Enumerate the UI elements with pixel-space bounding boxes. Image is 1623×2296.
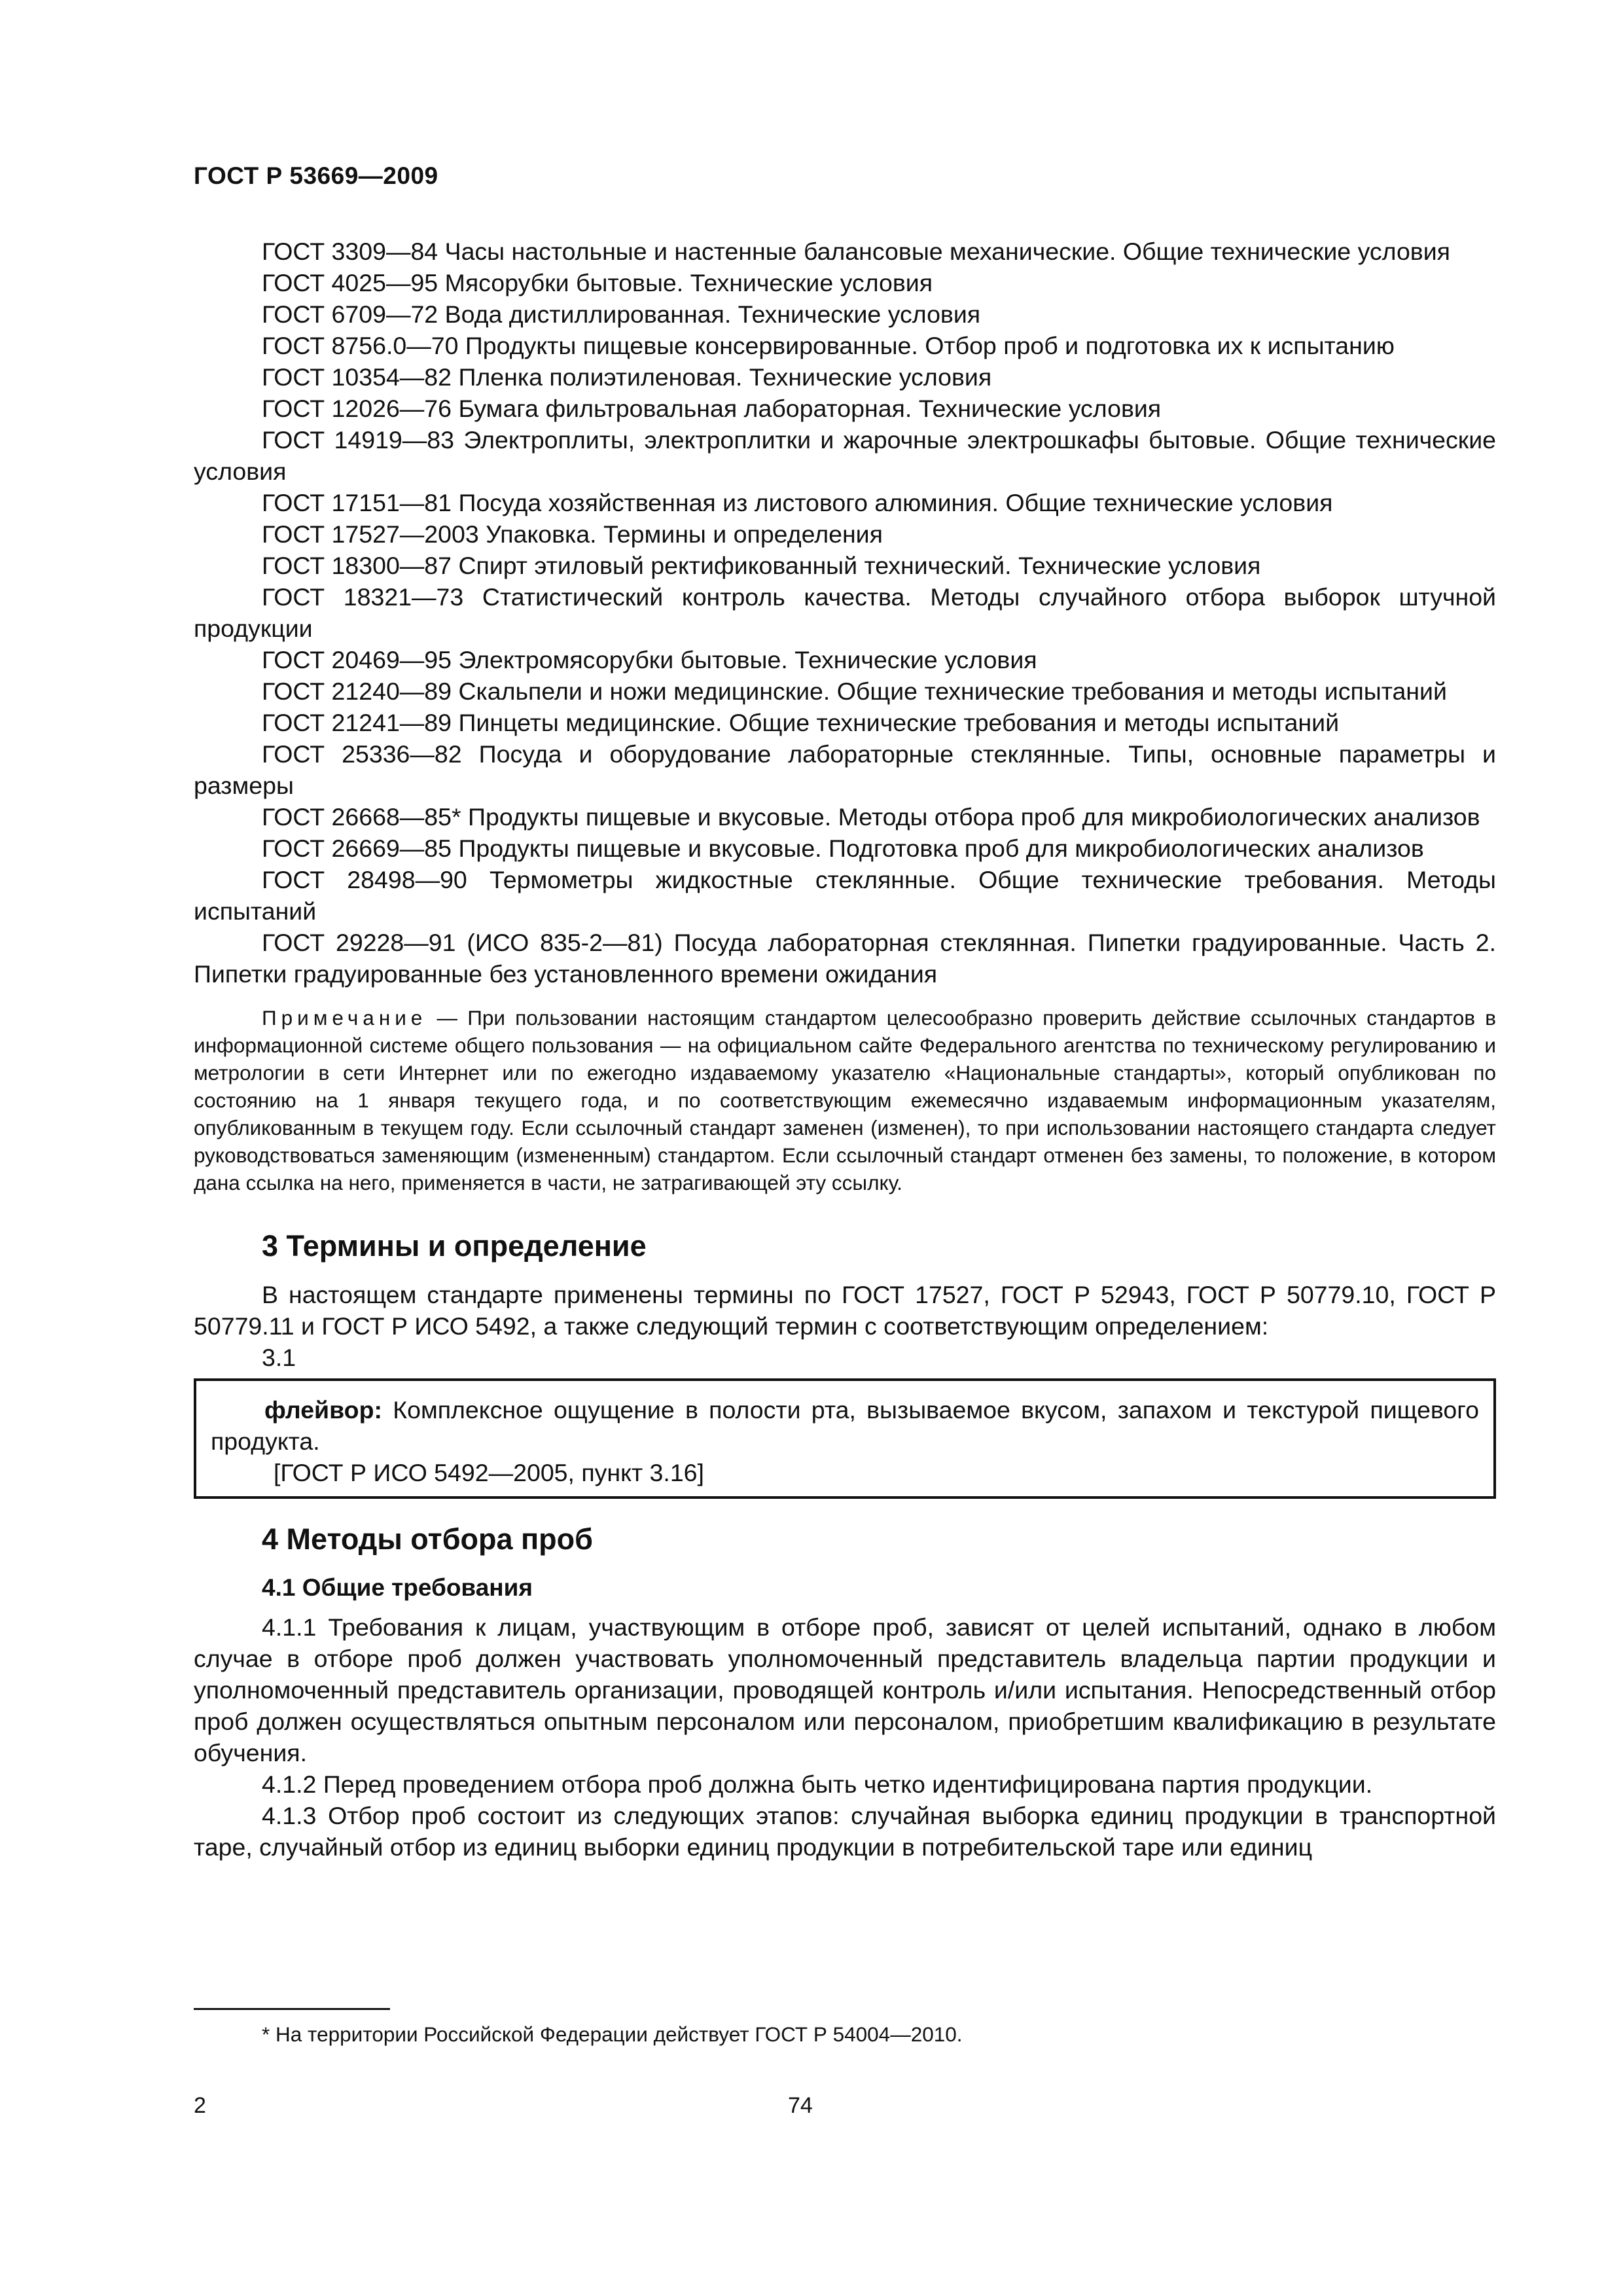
reference-item: ГОСТ 21241—89 Пинцеты медицинские. Общие технические требования и методы испытаний <box>262 709 1340 736</box>
main-content <box>194 236 1496 1863</box>
reference-item: ГОСТ 18321—73 Статистический контроль качества. Методы случайного отбора выборок штучной продукции <box>194 583 1496 642</box>
section-4-1-heading: 4.1 Общие требования <box>262 1574 533 1601</box>
reference-item: ГОСТ 25336—82 Посуда и оборудование лабораторные стеклянные. Типы, основные параметры и размеры <box>194 740 1496 799</box>
reference-item: ГОСТ 4025—95 Мясорубки бытовые. Технические условия <box>262 269 933 296</box>
reference-item: ГОСТ 29228—91 (ИСО 835-2—81) Посуда лабораторная стеклянная. Пипетки градуированные. Часть 2. Пипетки градуированные без установленного времени ожидания <box>194 929 1496 988</box>
footnote-divider <box>194 2008 390 2010</box>
note-paragraph <box>194 1004 1496 1196</box>
note-label: Примечание <box>262 1006 427 1030</box>
reference-item: ГОСТ 12026—76 Бумага фильтровальная лабораторная. Технические условия <box>262 395 1162 422</box>
section-3-intro: В настоящем стандарте применены термины по ГОСТ 17527, ГОСТ Р 52943, ГОСТ Р 50779.10, ГОСТ Р 50779.11 и ГОСТ Р ИСО 5492, а также следующий термин с соответствующим определением: <box>194 1281 1496 1340</box>
section-3-heading: 3 Термины и определение <box>262 1229 647 1263</box>
sheet-number: 74 <box>788 2093 813 2118</box>
reference-item: ГОСТ 10354—82 Пленка полиэтиленовая. Технические условия <box>262 363 992 391</box>
reference-item: ГОСТ 3309—84 Часы настольные и настенные балансовые механические. Общие технические условия <box>262 238 1450 265</box>
paragraph-4-1-3: 4.1.3 Отбор проб состоит из следующих этапов: случайная выборка единиц продукции в транспортной таре, случайный отбор из единиц выборки единиц продукции в потребительской таре или единиц <box>194 1802 1496 1861</box>
term-definition-box <box>194 1378 1496 1499</box>
term-source: [ГОСТ Р ИСО 5492—2005, пункт 3.16] <box>274 1459 704 1486</box>
page-number: 2 <box>194 2093 206 2118</box>
term-definition-text: Комплексное ощущение в полости рта, вызываемое вкусом, запахом и текстурой пищевого продукта. <box>211 1396 1479 1455</box>
footnote: * На территории Российской Федерации действует ГОСТ Р 54004—2010. <box>262 2022 963 2046</box>
paragraph-4-1-1: 4.1.1 Требования к лицам, участвующим в отборе проб, зависят от целей испытаний, однако в любом случае в отборе проб должен участвовать уполномоченный представитель владельца партии продукции и уполномоченный представитель организации, проводящей контроль и/или испытания. Непосредственный отбор проб должен осуществляться опытным персоналом или персоналом, приобретшим квалификацию в результате обучения. <box>194 1613 1496 1767</box>
normative-references-list <box>194 236 1496 990</box>
reference-item: ГОСТ 14919—83 Электроплиты, электроплитки и жарочные электрошкафы бытовые. Общие технические условия <box>194 426 1496 485</box>
reference-item: ГОСТ 17151—81 Посуда хозяйственная из листового алюминия. Общие технические условия <box>262 489 1333 516</box>
term-name: флейвор: <box>264 1396 382 1424</box>
reference-item: ГОСТ 6709—72 Вода дистиллированная. Технические условия <box>262 300 981 328</box>
note-text: — При пользовании настоящим стандартом целесообразно проверить действие ссылочных стандартов в информационной системе общего пользования — на официальном сайте Федерального агентства по техническому регулированию и метрологии в сети Интернет или по ежегодно издаваемому указателю «Национальные стандарты», который опубликован по состоянию на 1 января текущего года, и по соответствующим ежемесячно издаваемым информационным указателям, опубликованным в текущем году. Если ссылочный стандарт заменен (изменен), то при использовании настоящего стандарта следует руководствоваться заменяющим (измененным) стандартом. Если ссылочный стандарт отменен без замены, то положение, в котором дана ссылка на него, применяется в части, не затрагивающей эту ссылку. <box>194 1006 1496 1194</box>
reference-item: ГОСТ 21240—89 Скальпели и ножи медицинские. Общие технические требования и методы испытаний <box>262 677 1447 705</box>
term-number: 3.1 <box>262 1344 296 1371</box>
document-header: ГОСТ Р 53669—2009 <box>194 162 438 189</box>
reference-item: ГОСТ 26668—85* Продукты пищевые и вкусовые. Методы отбора проб для микробиологических анализов <box>262 803 1480 831</box>
reference-item: ГОСТ 8756.0—70 Продукты пищевые консервированные. Отбор проб и подготовка их к испытанию <box>262 332 1395 359</box>
section-4-heading: 4 Методы отбора проб <box>262 1522 593 1556</box>
term-definition <box>211 1394 1479 1457</box>
paragraph-4-1-2: 4.1.2 Перед проведением отбора проб должна быть четко идентифицирована партия продукции. <box>262 1770 1373 1798</box>
reference-item: ГОСТ 17527—2003 Упаковка. Термины и определения <box>262 520 883 548</box>
reference-item: ГОСТ 20469—95 Электромясорубки бытовые. Технические условия <box>262 646 1037 673</box>
reference-item: ГОСТ 28498—90 Термометры жидкостные стеклянные. Общие технические требования. Методы испытаний <box>194 866 1496 925</box>
reference-item: ГОСТ 26669—85 Продукты пищевые и вкусовые. Подготовка проб для микробиологических анализов <box>262 834 1424 862</box>
reference-item: ГОСТ 18300—87 Спирт этиловый ректификованный технический. Технические условия <box>262 552 1261 579</box>
